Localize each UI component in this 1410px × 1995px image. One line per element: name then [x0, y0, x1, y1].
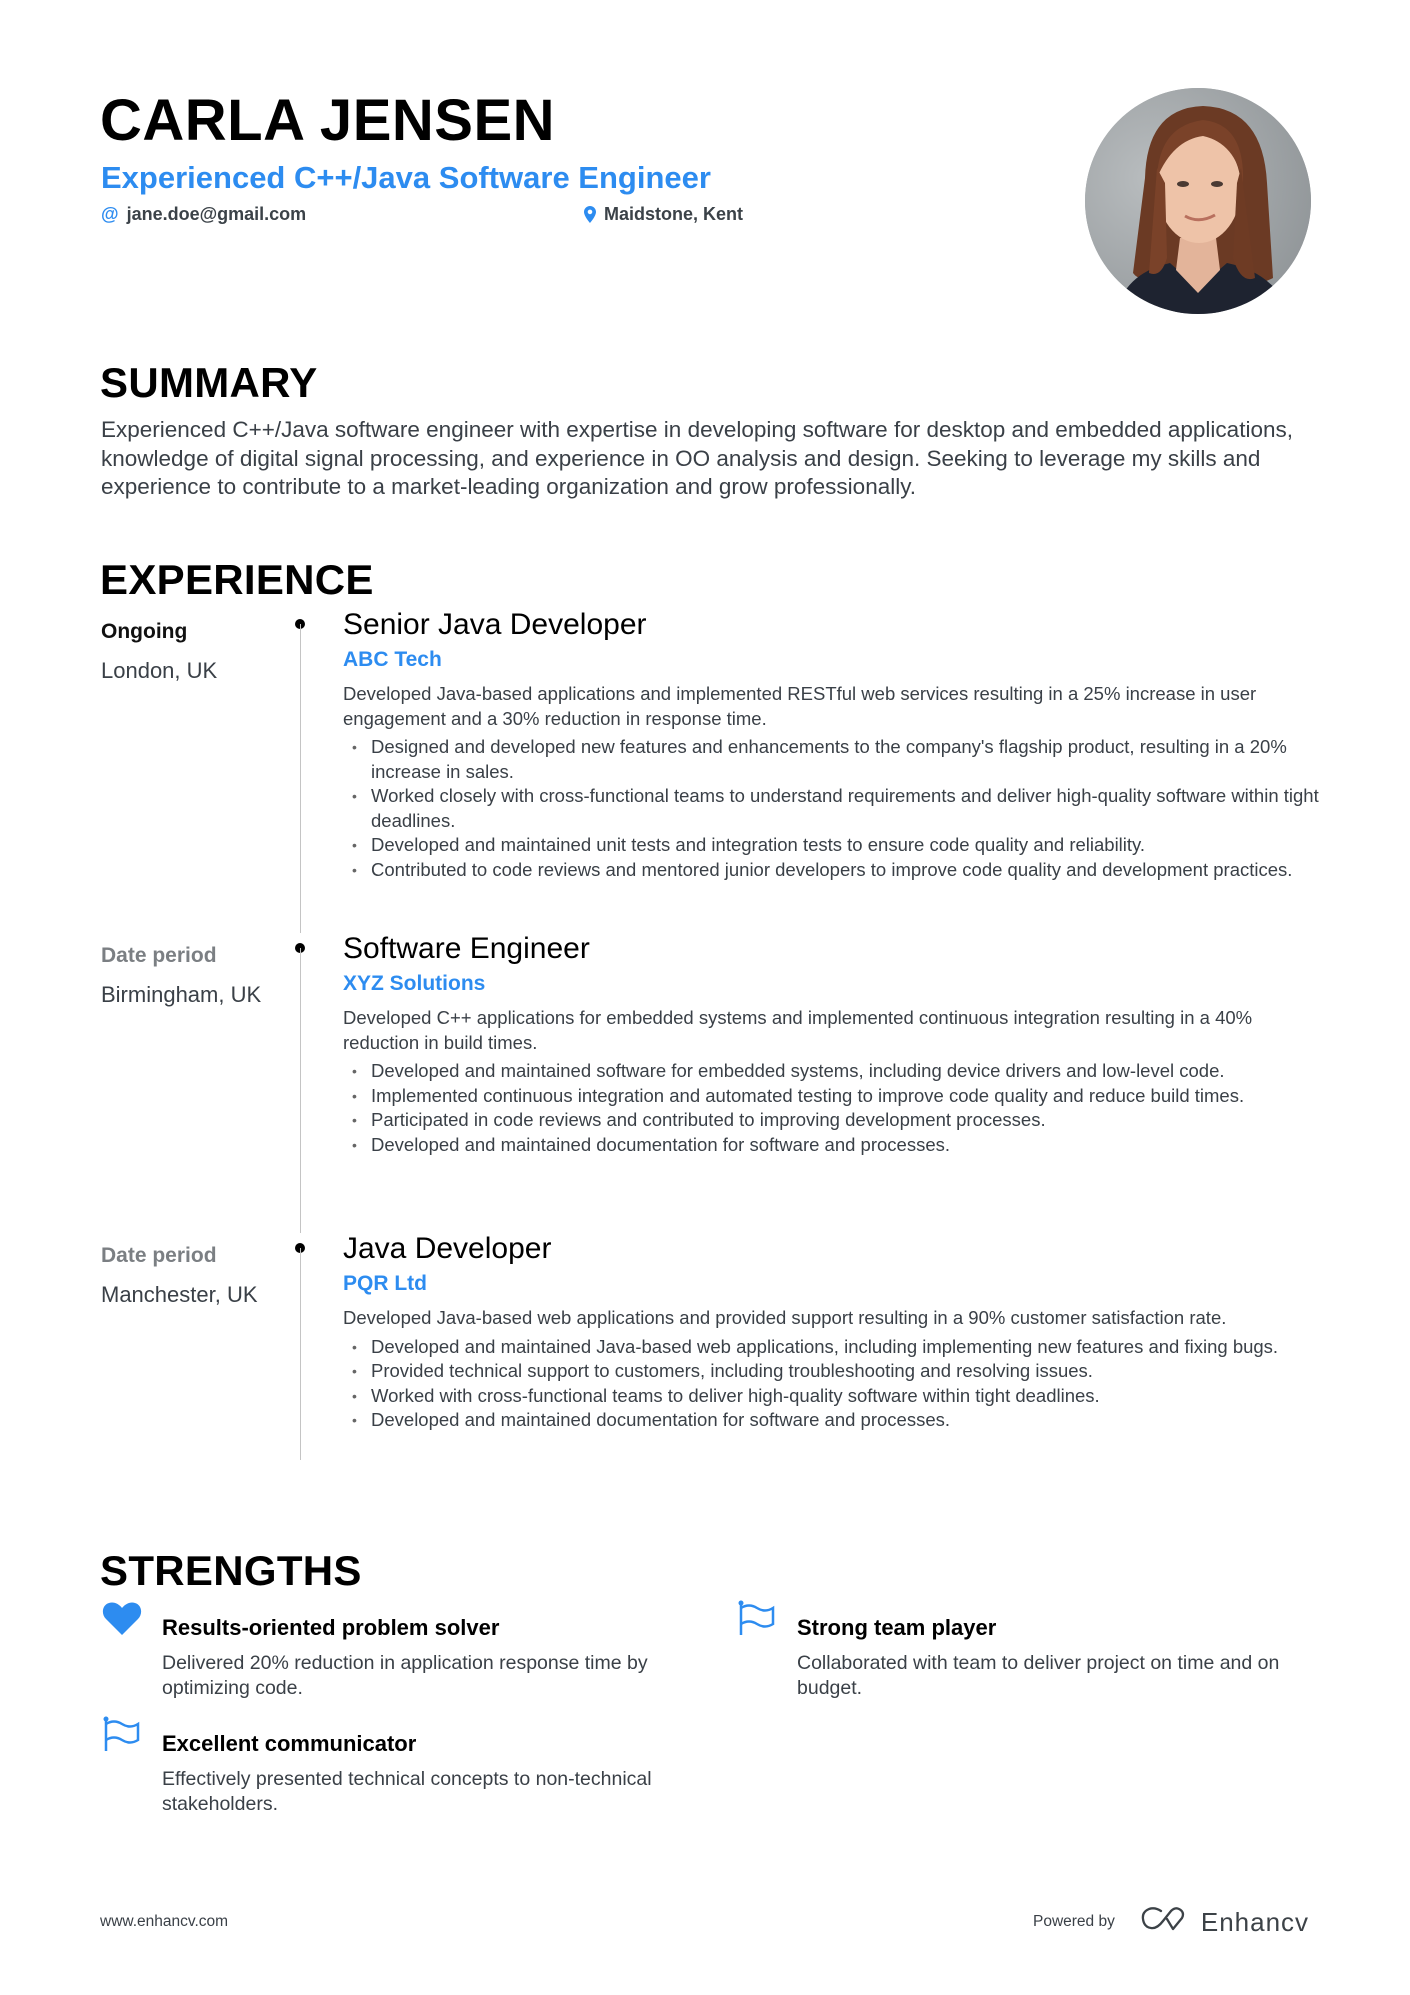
experience-location: Manchester, UK	[101, 1282, 258, 1307]
flag-icon	[102, 1716, 142, 1752]
summary-heading: SUMMARY	[100, 359, 318, 406]
experience-location: Birmingham, UK	[101, 982, 262, 1007]
experience-entry	[100, 1232, 1340, 1493]
experience-location: London, UK	[101, 658, 218, 683]
timeline-line	[300, 948, 302, 1233]
strengths-heading: STRENGTHS	[100, 1547, 362, 1594]
contact-location	[584, 203, 743, 225]
heart-icon	[102, 1602, 142, 1638]
job-description: Developed C++ applications for embedded systems and implemented continuous integration resulting in a 40% reduction in build times.	[343, 1007, 1253, 1053]
company-name[interactable]: PQR Ltd	[343, 1272, 427, 1295]
bullet-item: • Developed and maintained unit tests and integration tests to ensure code quality and reliability.	[352, 834, 1146, 855]
job-title: Senior Java Developer	[343, 608, 647, 641]
bullet-item: • Implemented continuous integration and automated testing to improve code quality and reduce build times.	[352, 1084, 1245, 1106]
powered-by	[1033, 1907, 1309, 1937]
at-sign-icon: @	[101, 204, 119, 224]
brand-name: Enhancv	[1200, 1907, 1310, 1937]
strength-title: Strong team player	[797, 1615, 997, 1640]
candidate-title: Experienced C++/Java Software Engineer	[101, 160, 711, 195]
job-bullets	[343, 1059, 1343, 1157]
candidate-name: CARLA JENSEN	[100, 88, 556, 153]
job-description: Developed Java-based applications and implemented RESTful web services resulting in a 25% increase in user engagement and a 30% reduction in response time.	[343, 683, 1257, 729]
email-text: jane.doe@gmail.com	[126, 204, 307, 224]
website-link[interactable]: www.enhancv.com	[100, 1913, 229, 1930]
bullet-item: • Provided technical support to customers, including troubleshooting and resolving issues.	[352, 1360, 1093, 1381]
strength-item	[737, 1614, 1297, 1704]
summary-text: Experienced C++/Java software engineer with expertise in developing software for desktop and embedded applications, knowledge of digital signal processing, and experience in OO analysis and design. Seeking to leverage my skills and experience to contribute to a market-leading organization and grow professionally.	[101, 417, 1293, 499]
location-text: Maidstone, Kent	[604, 204, 744, 224]
strength-title: Results-oriented problem solver	[162, 1615, 500, 1640]
bullet-item: • Developed and maintained documentation for software and processes.	[352, 1133, 950, 1155]
bullet-item: • Developed and maintained documentation for software and processes.	[352, 1409, 950, 1430]
bullet-item: • Designed and developed new features and enhancements to the company's flagship product, resulting in a 20% increase in sales.	[352, 736, 1287, 782]
contact-email[interactable]	[101, 203, 306, 225]
bullet-item: • Contributed to code reviews and mentored junior developers to improve code quality and development practices.	[352, 858, 1293, 880]
timeline-line	[300, 1248, 302, 1460]
map-pin-icon	[584, 206, 596, 223]
bullet-item: • Developed and maintained Java-based web applications, including implementing new features and fixing bugs.	[352, 1335, 1279, 1357]
strength-title: Excellent communicator	[162, 1731, 417, 1756]
experience-date: Date period	[101, 1244, 217, 1267]
job-title: Software Engineer	[343, 932, 590, 965]
job-title: Java Developer	[343, 1232, 552, 1265]
flag-icon	[737, 1600, 777, 1636]
timeline-line	[300, 624, 302, 933]
strength-description: Collaborated with team to deliver project on time and on budget.	[797, 1652, 1280, 1699]
strength-description: Delivered 20% reduction in application response time by optimizing code.	[162, 1652, 648, 1699]
company-name[interactable]: ABC Tech	[343, 648, 442, 671]
strength-item	[102, 1614, 662, 1704]
job-description: Developed Java-based web applications and provided support resulting in a 90% customer satisfaction rate.	[343, 1307, 1227, 1328]
job-bullets	[343, 1335, 1343, 1433]
job-bullets	[343, 735, 1343, 882]
experience-heading: EXPERIENCE	[100, 556, 374, 603]
enhancv-logo-icon	[1141, 1907, 1187, 1937]
company-name[interactable]: XYZ Solutions	[343, 972, 486, 995]
experience-entry	[100, 608, 1340, 929]
bullet-item: • Developed and maintained software for embedded systems, including device drivers and low-level code.	[352, 1060, 1225, 1081]
strength-item	[102, 1730, 662, 1820]
strength-description: Effectively presented technical concepts to non-technical stakeholders.	[162, 1768, 652, 1815]
brand-logo[interactable]	[1141, 1907, 1309, 1937]
experience-date: Ongoing	[101, 620, 188, 643]
bullet-item: • Worked with cross-functional teams to deliver high-quality software within tight deadlines.	[352, 1384, 1100, 1406]
powered-by-label: Powered by	[1033, 1913, 1115, 1930]
bullet-item: • Worked closely with cross-functional teams to understand requirements and deliver high-quality software within tight deadlines.	[352, 785, 1319, 831]
profile-photo	[1085, 88, 1311, 314]
experience-date: Date period	[101, 944, 217, 967]
experience-entry	[100, 932, 1340, 1233]
bullet-item: • Participated in code reviews and contributed to improving development processes.	[352, 1109, 1046, 1130]
